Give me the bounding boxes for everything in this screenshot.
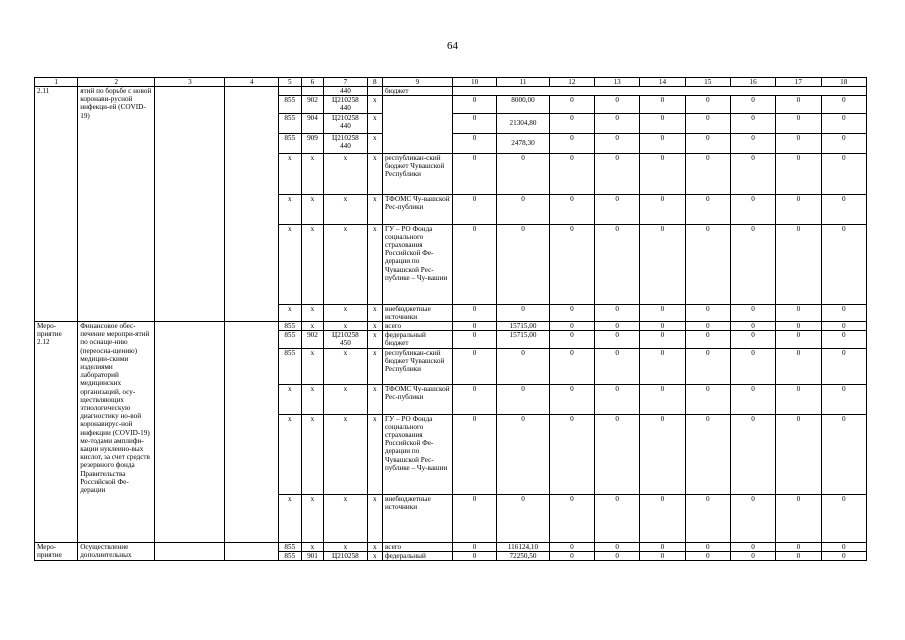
table-cell: х [324,414,367,494]
table-cell: 0 [730,304,775,321]
table-cell: х [367,224,382,304]
amount-cell: 0 [497,414,550,494]
table-cell: 0 [821,224,866,304]
header-cell: 17 [776,78,821,87]
table-cell: 0 [685,551,730,560]
table-cell: х [367,494,382,542]
table-cell: 0 [776,113,821,133]
empty-cell [225,542,279,560]
empty-cell [225,322,279,543]
table-cell: 0 [452,322,496,331]
table-cell: 0 [685,153,730,194]
table-cell: х [324,348,367,384]
empty-cell [225,87,279,322]
table-cell: 0 [685,384,730,414]
table-cell: 0 [685,494,730,542]
table-cell: 0 [640,414,685,494]
table-cell: 0 [549,224,594,304]
table-cell: 0 [685,194,730,224]
table-cell: х [367,331,382,348]
header-cell: 8 [367,78,382,87]
table-cell: 0 [595,113,640,133]
empty-cell [452,87,866,96]
table-cell: 0 [821,494,866,542]
table-cell: 855 [279,331,302,348]
table-cell: 0 [821,322,866,331]
table-cell: 0 [821,304,866,321]
table-cell: 0 [685,348,730,384]
table-cell: 0 [595,384,640,414]
source-cell: ГУ – РО Фонда социального страхования Российской Фе-дерации по Чувашской Рес-публике – Чу-вашии [382,414,452,494]
header-cell: 9 [382,78,452,87]
table-cell: 440 [324,87,367,96]
table-cell: х [301,384,324,414]
table-cell: 902 [301,331,324,348]
table-cell: х [279,224,302,304]
table-cell: Ц210258 440 [324,133,367,153]
table-cell: 0 [821,384,866,414]
table-cell: 0 [776,304,821,321]
header-cell: 15 [685,78,730,87]
table-cell: 904 [301,113,324,133]
table-cell: 0 [549,133,594,153]
table-cell: х [301,224,324,304]
empty-cell [301,87,324,96]
budget-table [34,77,867,561]
table-cell: 0 [452,494,496,542]
table-cell: 0 [549,551,594,560]
table-cell: 0 [685,133,730,153]
table-cell: х [324,542,367,551]
table-row [35,87,867,96]
table-cell: 0 [776,494,821,542]
table-cell: х [367,348,382,384]
table-cell: 0 [685,542,730,551]
table-cell: 0 [549,96,594,113]
header-cell: 14 [640,78,685,87]
empty-cell [279,87,302,96]
table-cell: х [279,494,302,542]
empty-cell [155,322,225,543]
table-cell: 0 [549,384,594,414]
table-cell: 0 [549,494,594,542]
item-title: Осуществление дополнительных [78,542,155,560]
table-cell: 0 [595,542,640,551]
header-cell: 11 [497,78,550,87]
table-cell: 0 [549,153,594,194]
table-cell: 0 [640,153,685,194]
table-cell: 0 [685,224,730,304]
table-cell: Ц210258 440 [324,113,367,133]
header-cell: 16 [730,78,775,87]
table-cell: 0 [821,551,866,560]
table-cell: 0 [821,113,866,133]
table-cell: х [301,153,324,194]
table-cell: 0 [776,133,821,153]
table-cell: 0 [821,414,866,494]
table-cell: х [367,542,382,551]
table-cell: х [279,384,302,414]
table-cell: 855 [279,348,302,384]
table-cell: 0 [685,96,730,113]
table-cell: 0 [821,153,866,194]
table-cell: 0 [549,304,594,321]
table-cell: 0 [640,113,685,133]
table-cell: х [367,96,382,113]
table-cell: 0 [776,551,821,560]
table-cell: 0 [821,96,866,113]
table-cell: х [367,304,382,321]
table-cell: 0 [452,348,496,384]
empty-cell [155,542,225,560]
table-cell: 0 [595,96,640,113]
table-cell: 0 [730,113,775,133]
table-cell: 0 [776,194,821,224]
table-cell: 0 [821,331,866,348]
source-cell: всего [382,322,452,331]
amount-cell: 21304,80 [497,113,550,133]
table-cell: 0 [549,348,594,384]
amount-cell: 0 [497,348,550,384]
table-cell: х [367,133,382,153]
table-cell: 0 [452,542,496,551]
table-cell: 0 [452,384,496,414]
table-cell: х [324,304,367,321]
table-cell: х [301,304,324,321]
source-cell: внебюджетные источники [382,494,452,542]
source-cell: федеральный [382,551,452,560]
table-cell: х [367,384,382,414]
header-cell: 1 [35,78,78,87]
table-cell: х [301,414,324,494]
table-cell: 0 [640,348,685,384]
table-cell: Ц210258 450 [324,331,367,348]
table-cell: 0 [730,133,775,153]
table-cell: 0 [452,113,496,133]
table-cell: х [301,348,324,384]
amount-cell: 0 [497,384,550,414]
table-cell: х [279,194,302,224]
table-cell: 0 [595,322,640,331]
table-cell: 0 [730,542,775,551]
table-row [35,542,867,551]
table-cell: 0 [776,224,821,304]
header-cell: 13 [595,78,640,87]
item-title: ятий по борьбе с новой коронави-русной инфекци-ей (COVID-19) [78,87,155,322]
table-cell: х [367,414,382,494]
table-cell: 0 [595,348,640,384]
table-cell: 0 [821,542,866,551]
table-cell: 0 [685,322,730,331]
amount-cell: 0 [497,194,550,224]
table-cell: 0 [452,153,496,194]
source-cell: ТФОМС Чу-вашской Рес-публики [382,384,452,414]
table-cell: 0 [640,133,685,153]
table-cell: 0 [595,194,640,224]
table-cell: 0 [549,331,594,348]
table-cell: 0 [549,542,594,551]
table-cell: 855 [279,542,302,551]
table-cell: Ц210258 440 [324,96,367,113]
table-cell: х [324,153,367,194]
table-cell: 0 [595,551,640,560]
page-number: 64 [447,40,458,52]
table-cell: 909 [301,133,324,153]
table-cell: 0 [730,322,775,331]
table-cell: 0 [595,153,640,194]
table-cell: 902 [301,96,324,113]
amount-cell: 0 [497,304,550,321]
source-cell: республикан-ский бюджет Чувашской Республики [382,348,452,384]
amount-cell: 15715,00 [497,322,550,331]
amount-cell: 15715,00 [497,331,550,348]
amount-cell: 72250,50 [497,551,550,560]
table-cell: 0 [549,414,594,494]
table-cell: 0 [595,224,640,304]
table-cell: 0 [640,542,685,551]
table-cell: 0 [452,96,496,113]
table-cell: 0 [452,133,496,153]
amount-cell: 0 [497,153,550,194]
table-cell: х [301,494,324,542]
header-cell: 6 [301,78,324,87]
amount-cell: 0 [497,224,550,304]
table-cell: 0 [776,414,821,494]
table-cell: 901 [301,551,324,560]
table-cell: 0 [685,113,730,133]
table-cell: 0 [776,542,821,551]
table-cell: 0 [776,348,821,384]
amount-cell: 116124,10 [497,542,550,551]
table-cell: 0 [776,96,821,113]
table-cell: 0 [730,551,775,560]
table-cell: 855 [279,113,302,133]
header-cell: 12 [549,78,594,87]
table-cell: 855 [279,96,302,113]
table-cell: 0 [776,384,821,414]
table-cell: х [324,224,367,304]
table-cell: 0 [549,113,594,133]
table-cell: 0 [776,331,821,348]
item-number: 2.11 [35,87,78,322]
table-cell: 0 [640,322,685,331]
source-cell: всего [382,542,452,551]
table-cell: х [367,194,382,224]
table-cell: х [301,542,324,551]
table-cell: Ц210258 [324,551,367,560]
table-cell: х [279,414,302,494]
table-cell: х [367,153,382,194]
table-cell: 0 [821,348,866,384]
table-cell: х [367,113,382,133]
table-cell: 0 [776,322,821,331]
source-cell: республикан-ский бюджет Чувашской Республики [382,153,452,194]
table-cell: 0 [640,304,685,321]
table-cell: 0 [640,551,685,560]
amount-cell: 2478,30 [497,133,550,153]
header-cell: 7 [324,78,367,87]
header-cell: 3 [155,78,225,87]
header-cell: 5 [279,78,302,87]
table-cell: х [279,153,302,194]
table-cell: 0 [452,194,496,224]
table-cell: х [367,551,382,560]
table-cell: 0 [685,414,730,494]
empty-cell [382,96,452,153]
table-cell: 0 [730,331,775,348]
table-cell: 0 [549,322,594,331]
table-cell: 0 [730,384,775,414]
source-cell: внебюджетные источники [382,304,452,321]
table-cell: 855 [279,551,302,560]
table-cell: х [324,322,367,331]
table-cell: 0 [595,133,640,153]
header-cell: 10 [452,78,496,87]
table-cell: 0 [640,384,685,414]
header-cell: 4 [225,78,279,87]
table-cell: 0 [776,153,821,194]
empty-cell [367,87,382,96]
table-cell: 0 [730,224,775,304]
table-cell: 0 [730,348,775,384]
table-cell: х [301,322,324,331]
table-cell: 0 [640,96,685,113]
table-row [35,78,867,87]
table-cell: 0 [730,194,775,224]
table-cell: х [324,494,367,542]
empty-cell [155,87,225,322]
table-cell: 0 [730,494,775,542]
amount-cell: 8000,00 [497,96,550,113]
table-cell: 0 [640,331,685,348]
table-cell: 0 [452,304,496,321]
table-cell: 0 [452,331,496,348]
table-cell: 0 [685,304,730,321]
table-cell: 0 [685,331,730,348]
table-cell: 0 [595,304,640,321]
table-cell: х [279,304,302,321]
source-cell: ГУ – РО Фонда социального страхования Российской Фе-дерации по Чувашской Рес-публике – Чу-вашии [382,224,452,304]
source-cell: ТФОМС Чу-вашской Рес-публики [382,194,452,224]
table-cell: 0 [640,194,685,224]
table-cell: 855 [279,322,302,331]
table-cell: 0 [821,194,866,224]
table-cell: 0 [821,133,866,153]
table-cell: 0 [595,414,640,494]
table-cell: х [301,194,324,224]
header-cell: 18 [821,78,866,87]
table-cell: х [367,322,382,331]
header-cell: 2 [78,78,155,87]
table-cell: 0 [730,414,775,494]
table-cell: 0 [452,551,496,560]
table-cell: 855 [279,133,302,153]
source-cell: федеральный бюджет [382,331,452,348]
table-row [35,322,867,331]
table-cell: 0 [595,494,640,542]
table-cell: 0 [595,331,640,348]
table-cell: 0 [640,494,685,542]
item-number: Меро-приятие [35,542,78,560]
table-cell: 0 [452,414,496,494]
table-cell: 0 [640,224,685,304]
table-cell: 0 [730,153,775,194]
amount-cell: 0 [497,494,550,542]
item-number: Меро-приятие 2.12 [35,322,78,543]
table-cell: 0 [452,224,496,304]
table-cell: х [324,384,367,414]
table-cell: 0 [549,194,594,224]
table-cell: х [324,194,367,224]
source-cell: бюджет [382,87,452,96]
item-title: Финансовое обес-печение меропри-ятий по оснаще-нию (переосна-щению) медицин-скими изделиями лабораторий медицинских организаций, осу-ществляющих этиологическую диагностику но-вой коронавирус-ной инфекции (COVID-19) ме-тодами амплифи-кации нуклеино-вых кислот, за счет средств резервного фонда Правительства Российской Фе-дерации [78,322,155,543]
table-cell: 0 [730,96,775,113]
